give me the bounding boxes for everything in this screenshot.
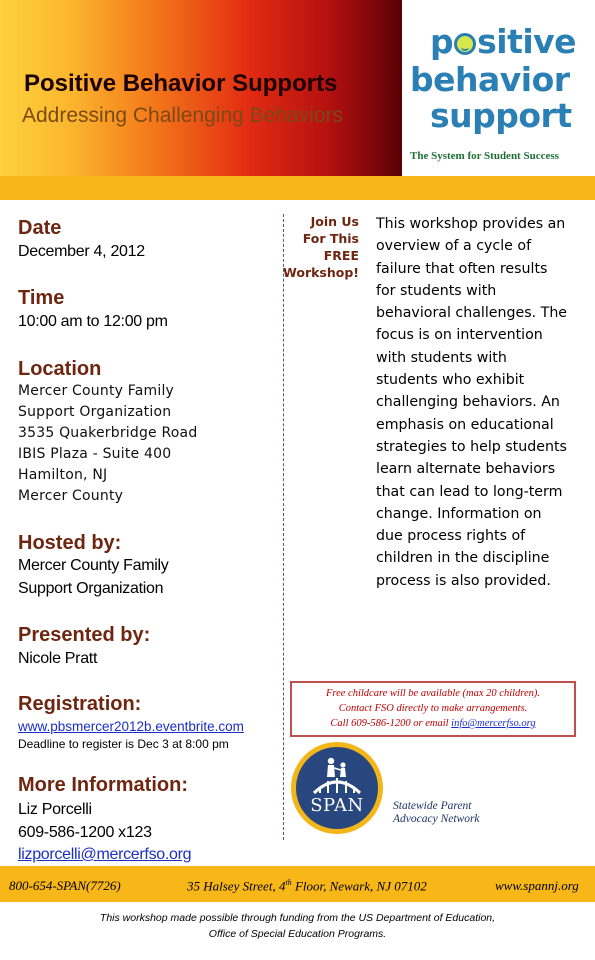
header-divider-band bbox=[0, 176, 595, 200]
logo-line-support: support bbox=[430, 96, 572, 135]
time-heading: Time bbox=[18, 287, 65, 309]
note-line: Contact FSO directly to make arrangements. bbox=[338, 703, 528, 714]
contact-name: Liz Porcelli bbox=[18, 801, 92, 818]
page-subtitle: Addressing Challenging Behaviors bbox=[22, 104, 344, 127]
location-line: 3535 Quakerbridge Road bbox=[18, 425, 198, 441]
childcare-note bbox=[290, 681, 576, 737]
location-line: Mercer County Family bbox=[18, 383, 175, 399]
join-us-line: Workshop! bbox=[283, 265, 359, 280]
host-line: Mercer County Family bbox=[18, 557, 169, 574]
span-logo-text: SPAN bbox=[310, 795, 364, 816]
hosted-heading: Hosted by: bbox=[18, 532, 122, 554]
registration-deadline: Deadline to register is Dec 3 at 8:00 pm bbox=[18, 737, 229, 751]
footer-address bbox=[187, 878, 427, 894]
address-text-rest: Floor, Newark, NJ 07102 bbox=[291, 878, 427, 894]
location-line: Support Organization bbox=[18, 404, 172, 420]
workshop-description: This workshop provides an overview of a cycle of failure that often results for students with behavioral challenges. The focus is on intervention with students with students who exhibit challenging behaviors. An emphasis on educational strategies to help students learn alternate behaviors that can lead to long-term change. Information on due process rights of children in the discipline process is also provided. bbox=[376, 216, 568, 589]
logo-text-sitive: sitive bbox=[477, 22, 577, 61]
host-line: Support Organization bbox=[18, 580, 164, 597]
registration-heading: Registration: bbox=[18, 693, 142, 715]
footer-phone: 800-654-SPAN(7726) bbox=[9, 878, 121, 893]
span-org-name bbox=[393, 800, 480, 826]
registration-link[interactable]: www.pbsmercer2012b.eventbrite.com bbox=[18, 719, 244, 734]
span-name-line: Statewide Parent bbox=[393, 800, 472, 812]
column-divider bbox=[283, 214, 284, 840]
funding-line: Office of Special Education Programs. bbox=[208, 928, 387, 940]
note-line bbox=[292, 716, 574, 731]
note-email-link[interactable]: info@mercerfso.org bbox=[451, 718, 536, 729]
span-logo-inner bbox=[296, 747, 378, 829]
logo-line-behavior: behavior bbox=[410, 60, 570, 99]
presented-heading: Presented by: bbox=[18, 624, 151, 646]
logo-line-positive bbox=[430, 22, 576, 61]
footer-website[interactable]: www.spannj.org bbox=[495, 878, 579, 893]
funding-line: This workshop made possible through funding from the US Department of Education, bbox=[99, 912, 496, 924]
time-value: 10:00 am to 12:00 pm bbox=[18, 313, 168, 330]
presenter-name: Nicole Pratt bbox=[18, 650, 98, 667]
note-line: Free childcare will be available (max 20 children). bbox=[325, 688, 541, 699]
date-heading: Date bbox=[18, 217, 62, 239]
logo-tagline: The System for Student Success bbox=[410, 150, 559, 162]
location-heading: Location bbox=[18, 358, 102, 380]
location-line: Mercer County bbox=[18, 488, 124, 504]
contact-email-link[interactable]: lizporcelli@mercerfso.org bbox=[18, 846, 192, 863]
join-us-callout bbox=[282, 213, 359, 281]
smiley-face-icon bbox=[454, 33, 476, 55]
pbs-logo bbox=[402, 0, 595, 176]
date-value: December 4, 2012 bbox=[18, 243, 145, 260]
contact-phone: 609-586-1200 x123 bbox=[18, 824, 152, 841]
address-superscript: th bbox=[285, 878, 292, 887]
join-us-line: FREE bbox=[323, 248, 359, 263]
address-text: 35 Halsey Street, 4 bbox=[187, 878, 286, 894]
span-logo bbox=[291, 742, 383, 834]
funding-statement bbox=[0, 910, 595, 942]
page-title: Positive Behavior Supports bbox=[24, 70, 338, 97]
location-line: IBIS Plaza - Suite 400 bbox=[18, 446, 172, 462]
location-line: Hamilton, NJ bbox=[18, 467, 108, 483]
join-us-line: Join Us bbox=[310, 214, 359, 229]
logo-text-p: p bbox=[430, 22, 454, 61]
span-name-line: Advocacy Network bbox=[393, 813, 480, 825]
note-call-text: Call 609-586-1200 or email bbox=[330, 718, 449, 729]
more-info-heading: More Information: bbox=[18, 774, 188, 796]
join-us-line: For This bbox=[302, 231, 359, 246]
parent-child-bridge-icon bbox=[312, 757, 362, 795]
